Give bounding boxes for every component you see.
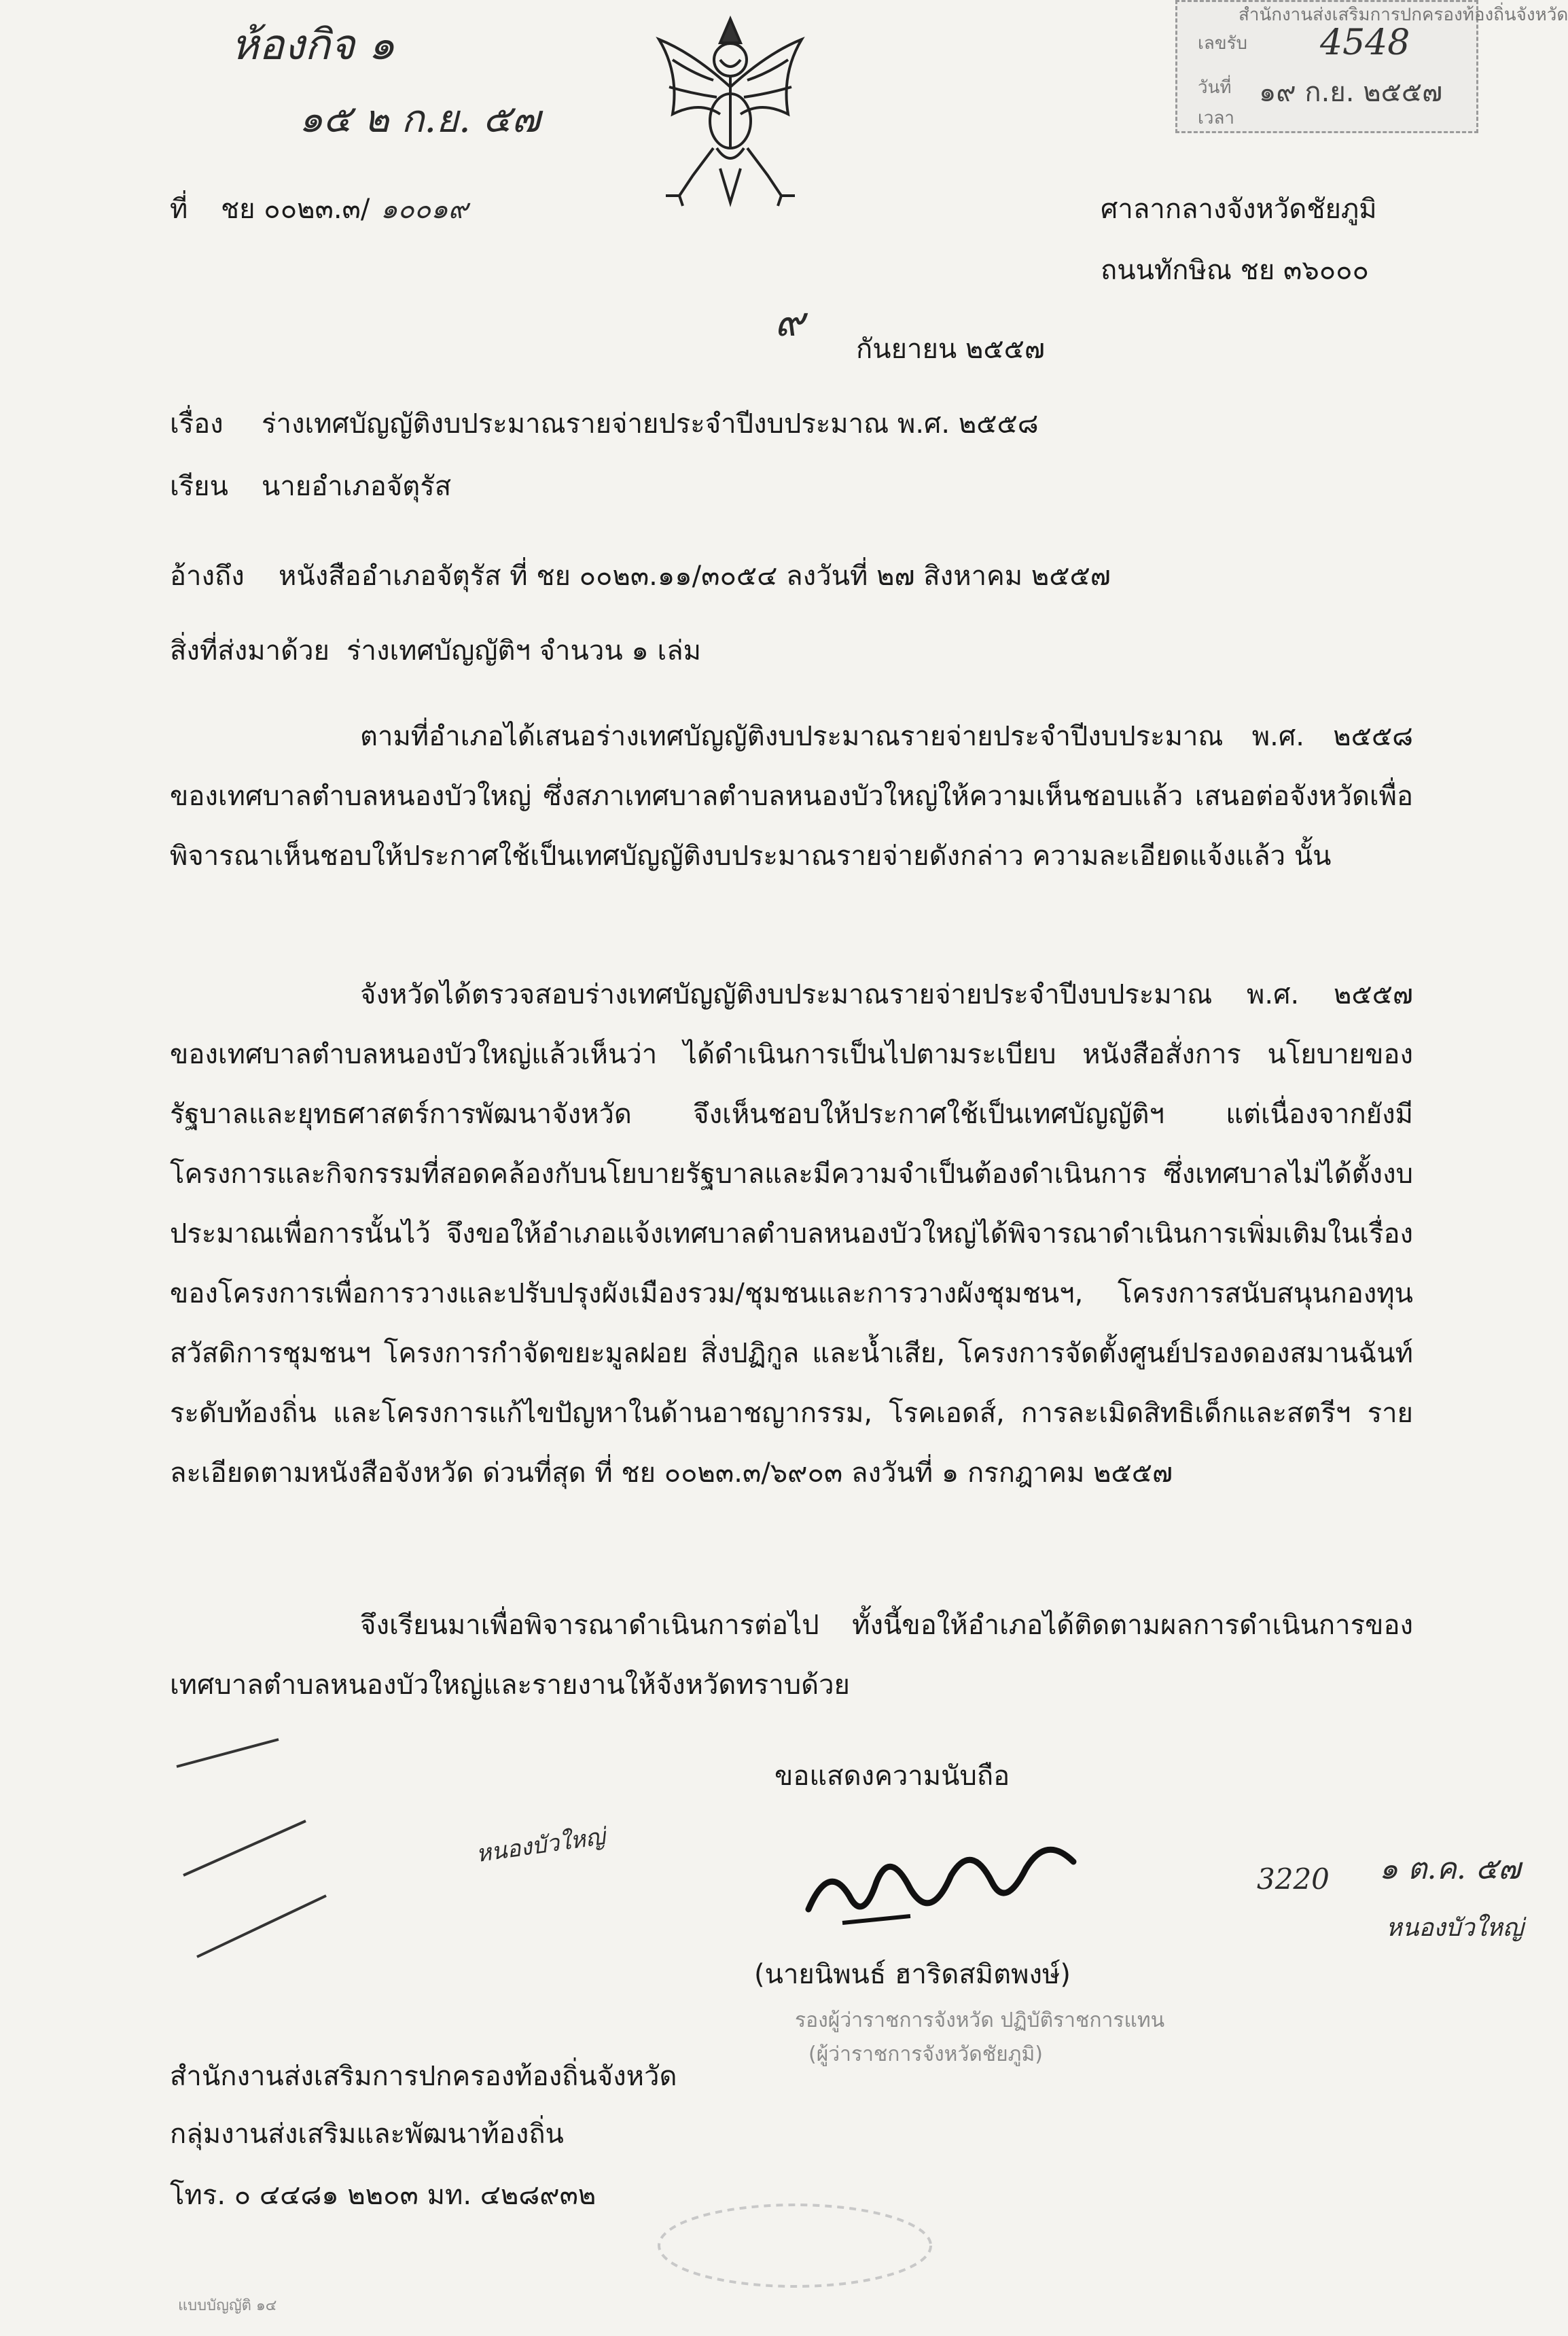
margin-pen-strokes — [170, 1726, 374, 1970]
garuda-emblem-icon — [652, 12, 808, 209]
footer-group: กลุ่มงานส่งเสริมและพัฒนาท้องถิ่น — [170, 2119, 564, 2150]
stamp-recv-date: ๑๙ ก.ย. ๒๕๕๗ — [1259, 77, 1443, 108]
margin-note-date: ๑ ต.ค. ๕๗ — [1379, 1852, 1521, 1886]
handwritten-note-line1: ห้องกิจ ๑ — [231, 20, 395, 69]
signer-title-prefix: รองผู้ว่าราชการจังหวัด ปฏิบัติราชการแทน — [795, 2008, 1165, 2032]
date-day: ๙ — [774, 298, 804, 346]
signer-title: (ผู้ว่าราชการจังหวัดชัยภูมิ) — [808, 2042, 1043, 2066]
ref-handwritten: ๑๐๐๑๙ — [380, 194, 468, 225]
signature-icon — [802, 1821, 1087, 1936]
to-label: เรียน — [170, 471, 228, 502]
date-month-year: กันยายน ๒๕๕๗ — [856, 334, 1045, 365]
body-paragraph-1: ตามที่อำเภอได้เสนอร่างเทศบัญญัติงบประมาณรายจ่ายประจำปีงบประมาณ พ.ศ. ๒๕๕๘ ของเทศบาลตำบลหนองบัวใหญ่ ซึ่งสภาเทศบาลตำบลหนองบัวใหญ่ให้ความเห็นชอบแล้ว เสนอต่อจังหวัดเพื่อพิจารณาเห็นชอบให้ประกาศใช้เป็นเทศบัญญัติงบประมาณรายจ่ายดังกล่าว ความละเอียดแจ้งแล้ว นั้น — [170, 721, 1413, 872]
subject-label: เรื่อง — [170, 408, 224, 440]
signer-name: (นายนิพนธ์ ฮาริดสมิตพงษ์) — [754, 1959, 1071, 1990]
footer-phone: โทร. ๐ ๔๔๘๑ ๒๒๐๓ มท. ๔๒๘๙๓๒ — [170, 2180, 596, 2211]
subject-text: ร่างเทศบัญญัติงบประมาณรายจ่ายประจำปีงบประมาณ พ.ศ. ๒๕๕๘ — [262, 408, 1039, 440]
footer-form-code: แบบบัญญัติ ๑๔ — [178, 2297, 277, 2314]
stamp-recv-number: 4548 — [1320, 22, 1410, 63]
reference-label: อ้างถึง — [170, 561, 245, 592]
footer-office: สำนักงานส่งเสริมการปกครองท้องถิ่นจังหวัด — [170, 2061, 677, 2092]
office-name: ศาลากลางจังหวัดชัยภูมิ — [1101, 194, 1377, 225]
faded-stamp-mark — [652, 2195, 938, 2297]
stamp-office: สำนักงานส่งเสริมการปกครองท้องถิ่นจังหวัด — [1239, 5, 1568, 25]
stamp-time-label: เวลา — [1198, 108, 1235, 128]
stamp-date-label: วันที่ — [1198, 77, 1232, 98]
margin-note-number: 3220 — [1257, 1862, 1330, 1896]
to-text: นายอำเภอจัตุรัส — [262, 471, 452, 502]
reference-text: หนังสืออำเภอจัตุรัส ที่ ชย ๐๐๒๓.๑๑/๓๐๕๔ ลงวันที่ ๒๗ สิงหาคม ๒๕๕๗ — [279, 561, 1111, 592]
margin-note-left: หนองบัวใหญ่ — [474, 1822, 607, 1869]
body-paragraph-2: จังหวัดได้ตรวจสอบร่างเทศบัญญัติงบประมาณรายจ่ายประจำปีงบประมาณ พ.ศ. ๒๕๕๗ ของเทศบาลตำบลหนองบัวใหญ่แล้วเห็นว่า ได้ดำเนินการเป็นไปตามระเบียบ หนังสือสั่งการ นโยบายของรัฐบาลและยุทธศาสตร์การพัฒนาจังหวัด จึงเห็นชอบให้ประกาศใช้เป็นเทศบัญญัติฯ แต่เนื่องจากยังมีโครงการและกิจกรรมที่สอดคล้องกับนโยบายรัฐบาลและมีความจำเป็นต้องดำเนินการ ซึ่งเทศบาลไม่ได้ตั้งงบประมาณเพื่อการนั้นไว้ จึงขอให้อำเภอแจ้งเทศบาลตำบลหนองบัวใหญ่ได้พิจารณาดำเนินการเพิ่มเติมในเรื่องของโครงการเพื่อการวางและปรับปรุงผังเมืองรวม/ชุมชนและการวางผังชุมชนฯ, โครงการสนับสนุนกองทุนสวัสดิการชุมชนฯ โครงการกำจัดขยะมูลฝอย สิ่งปฏิกูล และน้ำเสีย, โครงการจัดตั้งศูนย์ปรองดองสมานฉันท์ระดับท้องถิ่น และโครงการแก้ไขปัญหาในด้านอาชญากรรม, โรคเอดส์, การละเมิดสิทธิเด็กและสตรีฯ รายละเอียดตามหนังสือจังหวัด ด่วนที่สุด ที่ ชย ๐๐๒๓.๓/๖๙๐๓ ลงวันที่ ๑ กรกฎาคม ๒๕๕๗ — [170, 979, 1413, 1489]
enclosure-label: สิ่งที่ส่งมาด้วย — [170, 635, 329, 667]
stamp-recv-label: เลขรับ — [1198, 33, 1248, 54]
ref-prefix: ที่ — [170, 194, 188, 225]
body-paragraph-3: จึงเรียนมาเพื่อพิจารณาดำเนินการต่อไป ทั้งนี้ขอให้อำเภอได้ติดตามผลการดำเนินการของเทศบาลตำบลหนองบัวใหญ่และรายงานให้จังหวัดทราบด้วย — [170, 1610, 1413, 1701]
closing-salutation: ขอแสดงความนับถือ — [774, 1760, 1010, 1792]
receipt-stamp — [1175, 0, 1568, 133]
handwritten-note-line2: ๑๕ ๒ ก.ย. ๕๗ — [299, 97, 541, 141]
ref-number: ชย ๐๐๒๓.๓/ — [221, 194, 370, 225]
office-address: ถนนทักษิณ ชย ๓๖๐๐๐ — [1101, 255, 1369, 286]
margin-note-place: หนองบัวใหญ่ — [1386, 1914, 1524, 1942]
enclosure-text: ร่างเทศบัญญัติฯ จำนวน ๑ เล่ม — [346, 635, 702, 667]
